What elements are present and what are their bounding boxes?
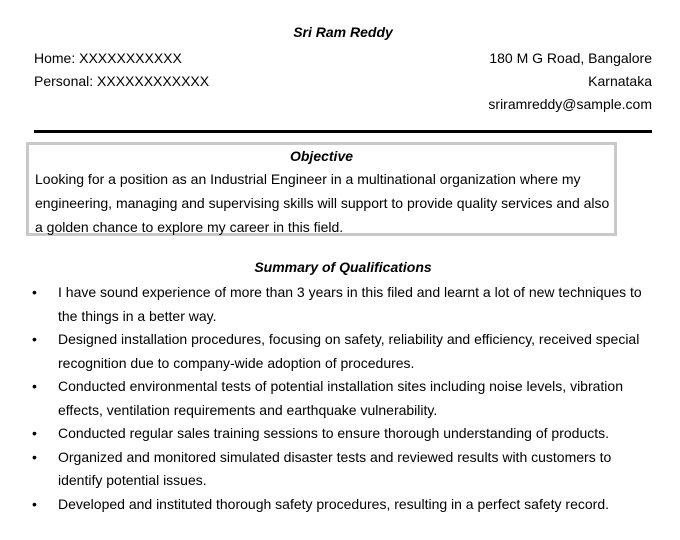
header-divider — [34, 130, 652, 133]
bullet-icon: • — [32, 284, 37, 300]
list-item — [30, 493, 650, 517]
list-item — [30, 422, 650, 446]
candidate-name: Sri Ram Reddy — [293, 24, 393, 40]
list-item — [30, 328, 650, 375]
qualification-text: I have sound experience of more than 3 years in this filed and learnt a lot of new techniques to the things in a better way. — [58, 284, 642, 324]
bullet-icon: • — [32, 331, 37, 347]
address-contacts — [488, 47, 652, 116]
bullet-icon: • — [32, 448, 37, 465]
qualification-text: Conducted regular sales training sessions to ensure thorough understanding of products. — [58, 425, 610, 441]
list-item — [30, 446, 650, 493]
bullet-icon: • — [32, 378, 37, 394]
qualification-text: Designed installation procedures, focusing on safety, reliability and efficiency, received special recognition due to company-wide adoption of procedures. — [58, 331, 640, 371]
qualifications-list — [30, 281, 650, 516]
qualification-text: Conducted environmental tests of potential installation sites including noise levels, vibration effects, ventilation requirements and earthquake vulnerability. — [58, 378, 623, 418]
qualification-text: Organized and monitored simulated disaster tests and reviewed results with customers to identify potential issues. — [58, 448, 612, 488]
summary-heading: Summary of Qualifications — [254, 259, 432, 275]
objective-text: Looking for a position as an Industrial Engineer in a multinational organization where my engineering, managing and supervising skills will support to provide quality services and also a golden chance to explore my career in this field. — [35, 171, 610, 235]
address-line-1: 180 M G Road, Bangalore — [489, 50, 652, 66]
email-address: sriramreddy@sample.com — [488, 96, 652, 112]
bullet-icon: • — [32, 495, 37, 512]
home-phone: Home: XXXXXXXXXXX — [34, 50, 182, 66]
list-item — [30, 281, 650, 328]
objective-section — [26, 142, 617, 236]
address-line-2: Karnataka — [588, 73, 652, 89]
list-item — [30, 375, 650, 422]
qualification-text: Developed and instituted thorough safety procedures, resulting in a perfect safety record. — [58, 495, 609, 512]
phone-contacts — [34, 47, 209, 93]
personal-phone: Personal: XXXXXXXXXXXX — [34, 73, 210, 89]
bullet-icon: • — [32, 425, 37, 441]
objective-heading: Objective — [289, 148, 354, 164]
